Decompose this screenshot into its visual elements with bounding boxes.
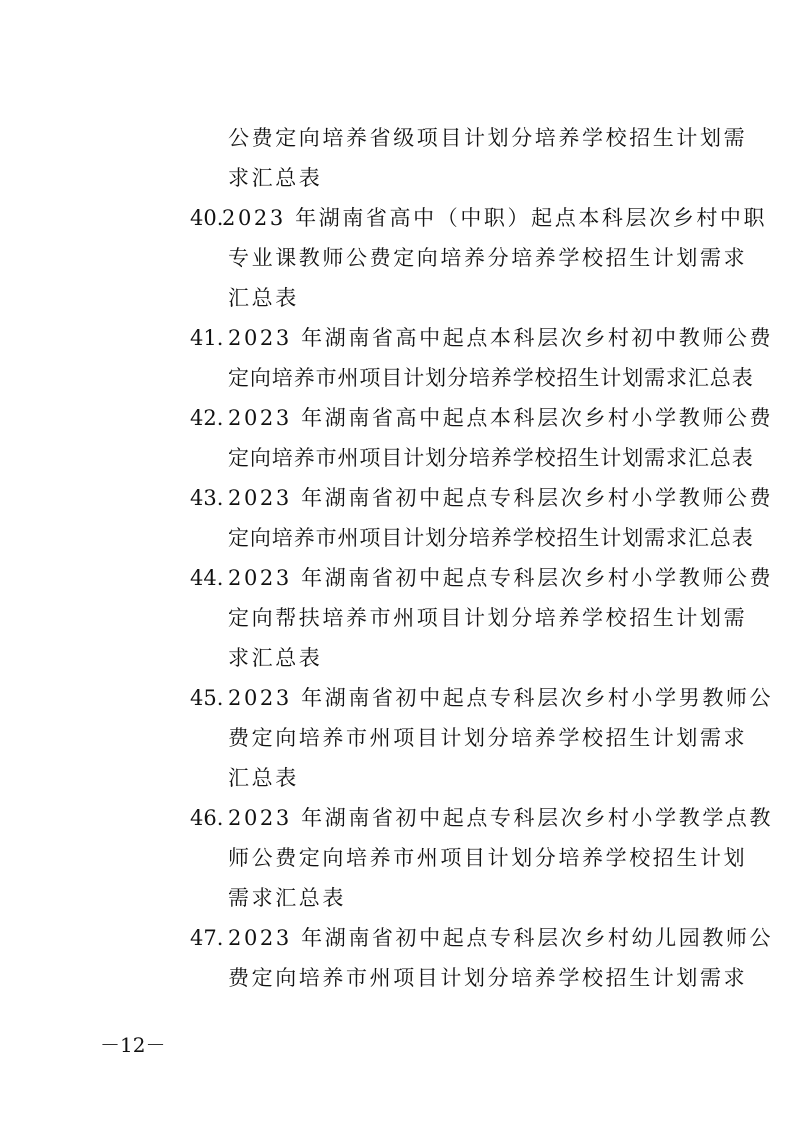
list-item-line: 定向帮扶培养市州项目计划分培养学校招生计划需	[228, 606, 748, 630]
list-item-number: 47.	[190, 926, 224, 950]
list-item-line: 2023 年湖南省高中起点本科层次乡村初中教师公费	[228, 326, 774, 350]
list-item-line: 定向培养市州项目计划分培养学校招生计划需求汇总表	[228, 526, 754, 550]
list-item-line: 2023 年湖南省初中起点专科层次乡村幼儿园教师公	[228, 926, 774, 950]
list-item-number: 40.	[190, 206, 224, 230]
page-number: －12－	[100, 1033, 166, 1057]
list-item-line: 公费定向培养省级项目计划分培养学校招生计划需	[228, 126, 748, 150]
list-item-line: 2023 年湖南省初中起点专科层次乡村小学教师公费	[228, 566, 774, 590]
list-item-line: 2023 年湖南省初中起点专科层次乡村小学男教师公	[228, 686, 774, 710]
list-item-line: 需求汇总表	[228, 886, 346, 910]
list-item-line: 汇总表	[228, 766, 299, 790]
list-item-number: 46.	[190, 806, 224, 830]
list-item-line: 定向培养市州项目计划分培养学校招生计划需求汇总表	[228, 366, 754, 390]
list-item-line: 费定向培养市州项目计划分培养学校招生计划需求	[228, 726, 748, 750]
list-item-number: 44.	[190, 566, 224, 590]
list-item-line: 2023 年湖南省高中起点本科层次乡村小学教师公费	[228, 406, 774, 430]
list-item-number: 43.	[190, 486, 224, 510]
list-item-number: 41.	[190, 326, 224, 350]
list-item-line: 定向培养市州项目计划分培养学校招生计划需求汇总表	[228, 446, 754, 470]
list-item-line: 2023 年湖南省高中（中职）起点本科层次乡村中职	[222, 206, 768, 230]
list-item-number: 45.	[190, 686, 224, 710]
list-item-line: 师公费定向培养市州项目计划分培养学校招生计划	[228, 846, 748, 870]
list-item-line: 2023 年湖南省初中起点专科层次乡村小学教师公费	[228, 486, 774, 510]
list-item-line: 费定向培养市州项目计划分培养学校招生计划需求	[228, 966, 748, 990]
list-item-line: 求汇总表	[228, 646, 323, 670]
list-item-line: 求汇总表	[228, 166, 323, 190]
list-item-line: 专业课教师公费定向培养分培养学校招生计划需求	[228, 246, 748, 270]
list-item-line: 汇总表	[228, 286, 299, 310]
list-item-line: 2023 年湖南省初中起点专科层次乡村小学教学点教	[228, 806, 774, 830]
list-item-number: 42.	[190, 406, 224, 430]
